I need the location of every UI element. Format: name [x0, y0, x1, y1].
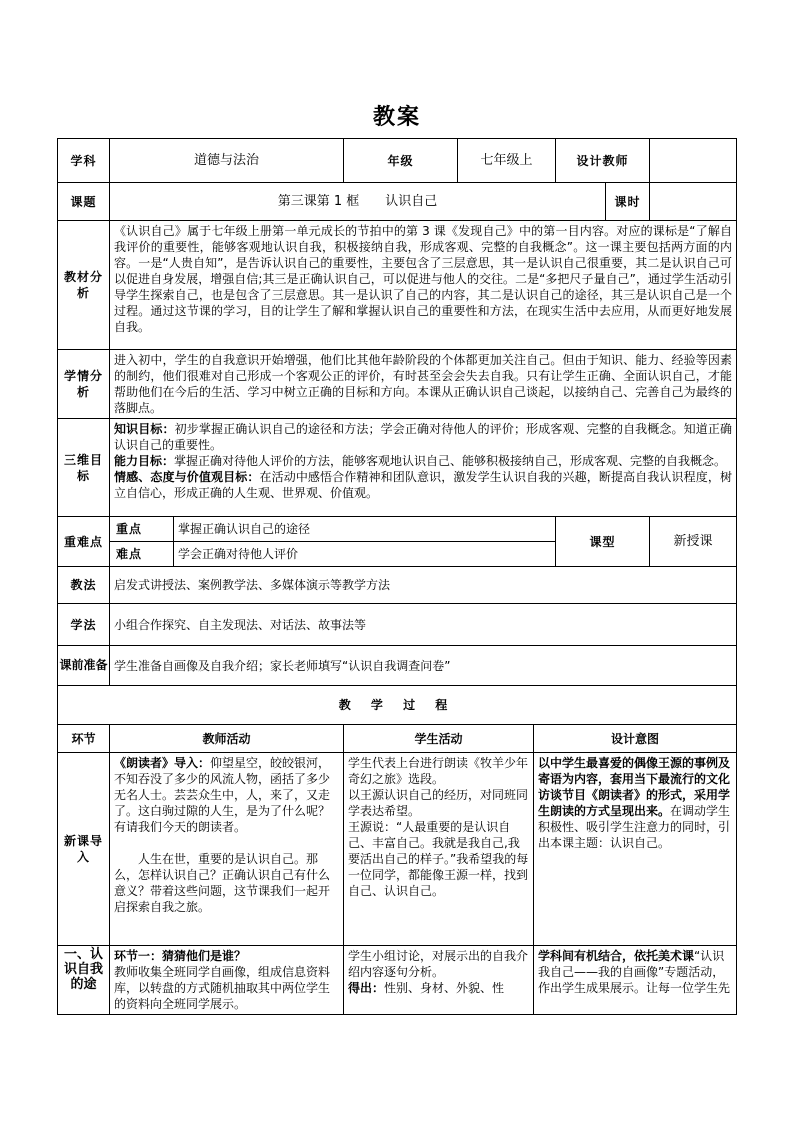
- subject-label: 学科: [58, 139, 110, 183]
- section1-teacher-title: 环节一：猜猜他们是谁？: [114, 949, 247, 963]
- lesson-type-label: 课型: [556, 517, 650, 567]
- intro-design-intent: [534, 753, 737, 946]
- ability-goal-text: 掌握正确对待他人评价的方法，能够客观地认识自己、能够积极接纳自己，形成客观、完整的自我概念。: [174, 454, 727, 468]
- study-label: 学法: [58, 604, 110, 646]
- document-title: 教案: [372, 105, 421, 130]
- intro-teacher-p2: 人生在世，重要的是认识自己。那么，怎样认识自己？正确认识自己有什么意义？带着这些问题，这节课我们一起开启探索自我之旅。: [114, 852, 331, 914]
- intro-teacher-title: 《朗读者》导入：: [114, 756, 211, 770]
- lesson-type-value: 新授课: [650, 517, 737, 567]
- section1-teacher-text: 教师收集全班同学自画像，组成信息资料库，以转盘的方式随机抽取其中两位学生的资料向全班同学展示。: [114, 965, 331, 1011]
- attitude-goal-text: 在活动中感悟合作精神和团队意识，激发学生认识自我的兴趣，断提高自我认识程度，树立自信心，形成正确的人生观、世界观、价值观。: [114, 470, 733, 500]
- hard-label: 难点: [110, 542, 174, 567]
- designer-value: [650, 139, 737, 183]
- knowledge-goal-text: 初步掌握正确认识自己的途径和方法；学会正确对待他人的评价；形成客观、完整的自我概念。知道正确认识自己的重要性。: [114, 422, 733, 452]
- section1-student-activity: [344, 946, 534, 1015]
- process-title: 教 学 过 程: [58, 686, 737, 725]
- intro-student-p3: 王源说：“人最重要的是认识自己、丰富自己。我就是我自己,我要活出自己的样子。”我希望我的每一位同学，都能像王源一样，找到自己、认识自己。: [348, 820, 529, 898]
- section1-intent-text: “认识我自己——我的自画像”专题活动，作出学生成果展示。让每一位学生先: [538, 949, 731, 995]
- section1-student-bold: 得出：: [348, 981, 385, 995]
- learner-label: 学情分析: [58, 350, 110, 419]
- intro-intent-bold: 以中学生最喜爱的偶像王源的事例及寄语为内容，套用当下最流行的文化访谈节目《朗读者》的形式，采用学生朗读的方式呈现出来。: [538, 756, 731, 818]
- goals-label: 三维目标: [58, 419, 110, 517]
- intro-teacher-activity: [110, 753, 344, 946]
- intro-student-p2: 以王源认识自己的经历，对同班同学表达希望。: [348, 788, 529, 818]
- subject-value: 道德与法治: [110, 139, 344, 183]
- knowledge-goal-title: 知识目标：: [114, 422, 175, 436]
- hard-value: 学会正确对待他人评价: [174, 542, 556, 567]
- prep-label: 课前准备: [58, 646, 110, 686]
- student-column-header: 学生活动: [344, 725, 534, 753]
- topic-value: 第三课第 1 框 认识自己: [110, 183, 606, 221]
- ability-goal-title: 能力目标：: [114, 454, 175, 468]
- intro-intent-text: 在调动学生积极性、吸引学生注意力的同时，引出本课主题：认识自己。: [538, 804, 731, 850]
- hours-label: 课时: [606, 183, 650, 221]
- section1-intent-bold: 学科间有机结合，依托美术课: [538, 949, 695, 963]
- keypoints-label: 重难点: [58, 517, 110, 567]
- study-value: 小组合作探究、自主发现法、对话法、故事法等: [110, 604, 737, 646]
- section1-student-text: 学生小组讨论，对展示出的自我介绍内容逐句分析。: [348, 949, 529, 979]
- key-label: 重点: [110, 517, 174, 542]
- goals-text: [110, 419, 737, 517]
- method-value: 启发式讲授法、案例教学法、多媒体演示等教学方法: [110, 567, 737, 604]
- intent-column-header: 设计意图: [534, 725, 737, 753]
- section1-stage-label: 一、认识自我的途: [58, 946, 110, 1015]
- analysis-text: 《认识自己》属于七年级上册第一单元成长的节拍中的第 3 课《发现自己》中的第一目内容。对应的课标是“了解自我评价的重要性，能够客观地认识自我，积极接纳自我，形成客观、完整的自我概念”。这一课主要包括两方面的内容。一是“人贵自知”，是告诉认识自己的重要性，主要包含了三层意思，其一是认识自己很重要，其二是认识自己可以促进自身发展，增强自信;其三是正确认识自己，可以促进与他人的交往。二是“多把尺子量自己”，通过学生活动引导学生探索自己，也是包含了三层意思。其一是认识了自己的内容，其二是认识自己的途径，其三是认识自己是一个过程。通过这节课的学习，目的让学生了解和掌握认识自己的重要性和方法，在现实生活中去应用，从而更好地发展自我。: [110, 221, 737, 350]
- section1-teacher-activity: [110, 946, 344, 1015]
- lesson-plan-table: [57, 138, 737, 1015]
- prep-value: 学生准备自画像及自我介绍；家长老师填写“认识自我调查问卷”: [110, 646, 737, 686]
- key-value: 掌握正确认识自己的途径: [174, 517, 556, 542]
- teacher-column-header: 教师活动: [110, 725, 344, 753]
- stage-column-header: 环节: [58, 725, 110, 753]
- analysis-label: 教材分析: [58, 221, 110, 350]
- intro-student-p1: 学生代表上台进行朗读《牧羊少年奇幻之旅》选段。: [348, 756, 529, 786]
- grade-label: 年级: [344, 139, 458, 183]
- grade-value: 七年级上: [458, 139, 556, 183]
- attitude-goal-title: 情感、态度与价值观目标：: [114, 470, 260, 484]
- topic-label: 课题: [58, 183, 110, 221]
- learner-text: 进入初中，学生的自我意识开始增强，他们比其他年龄阶段的个体都更加关注自己。但由于知识、能力、经验等因素的制约，他们很难对自己形成一个客观公正的评价，有时甚至会会失去自我。只有让学生正确、全面认识自己，才能帮助他们在今后的生活、学习中树立正确的目标和方向。本课从正确认识自己谈起，以接纳自己、完善自己为最终的落脚点。: [110, 350, 737, 419]
- intro-stage-label: 新课导入: [58, 753, 110, 946]
- intro-student-activity: [344, 753, 534, 946]
- method-label: 教法: [58, 567, 110, 604]
- designer-label: 设计教师: [556, 139, 650, 183]
- intro-teacher-p1: 仰望星空，皎皎银河，不知吞没了多少的风流人物，函括了多少无名人士。芸芸众生中，人，来了，又走了。这白驹过隙的人生，是为了什么呢？有请我们今天的朗读者。: [114, 756, 331, 834]
- section1-design-intent: [534, 946, 737, 1015]
- hours-value: [650, 183, 737, 221]
- section1-student-tail: 性别、身材、外貌、性: [384, 981, 505, 995]
